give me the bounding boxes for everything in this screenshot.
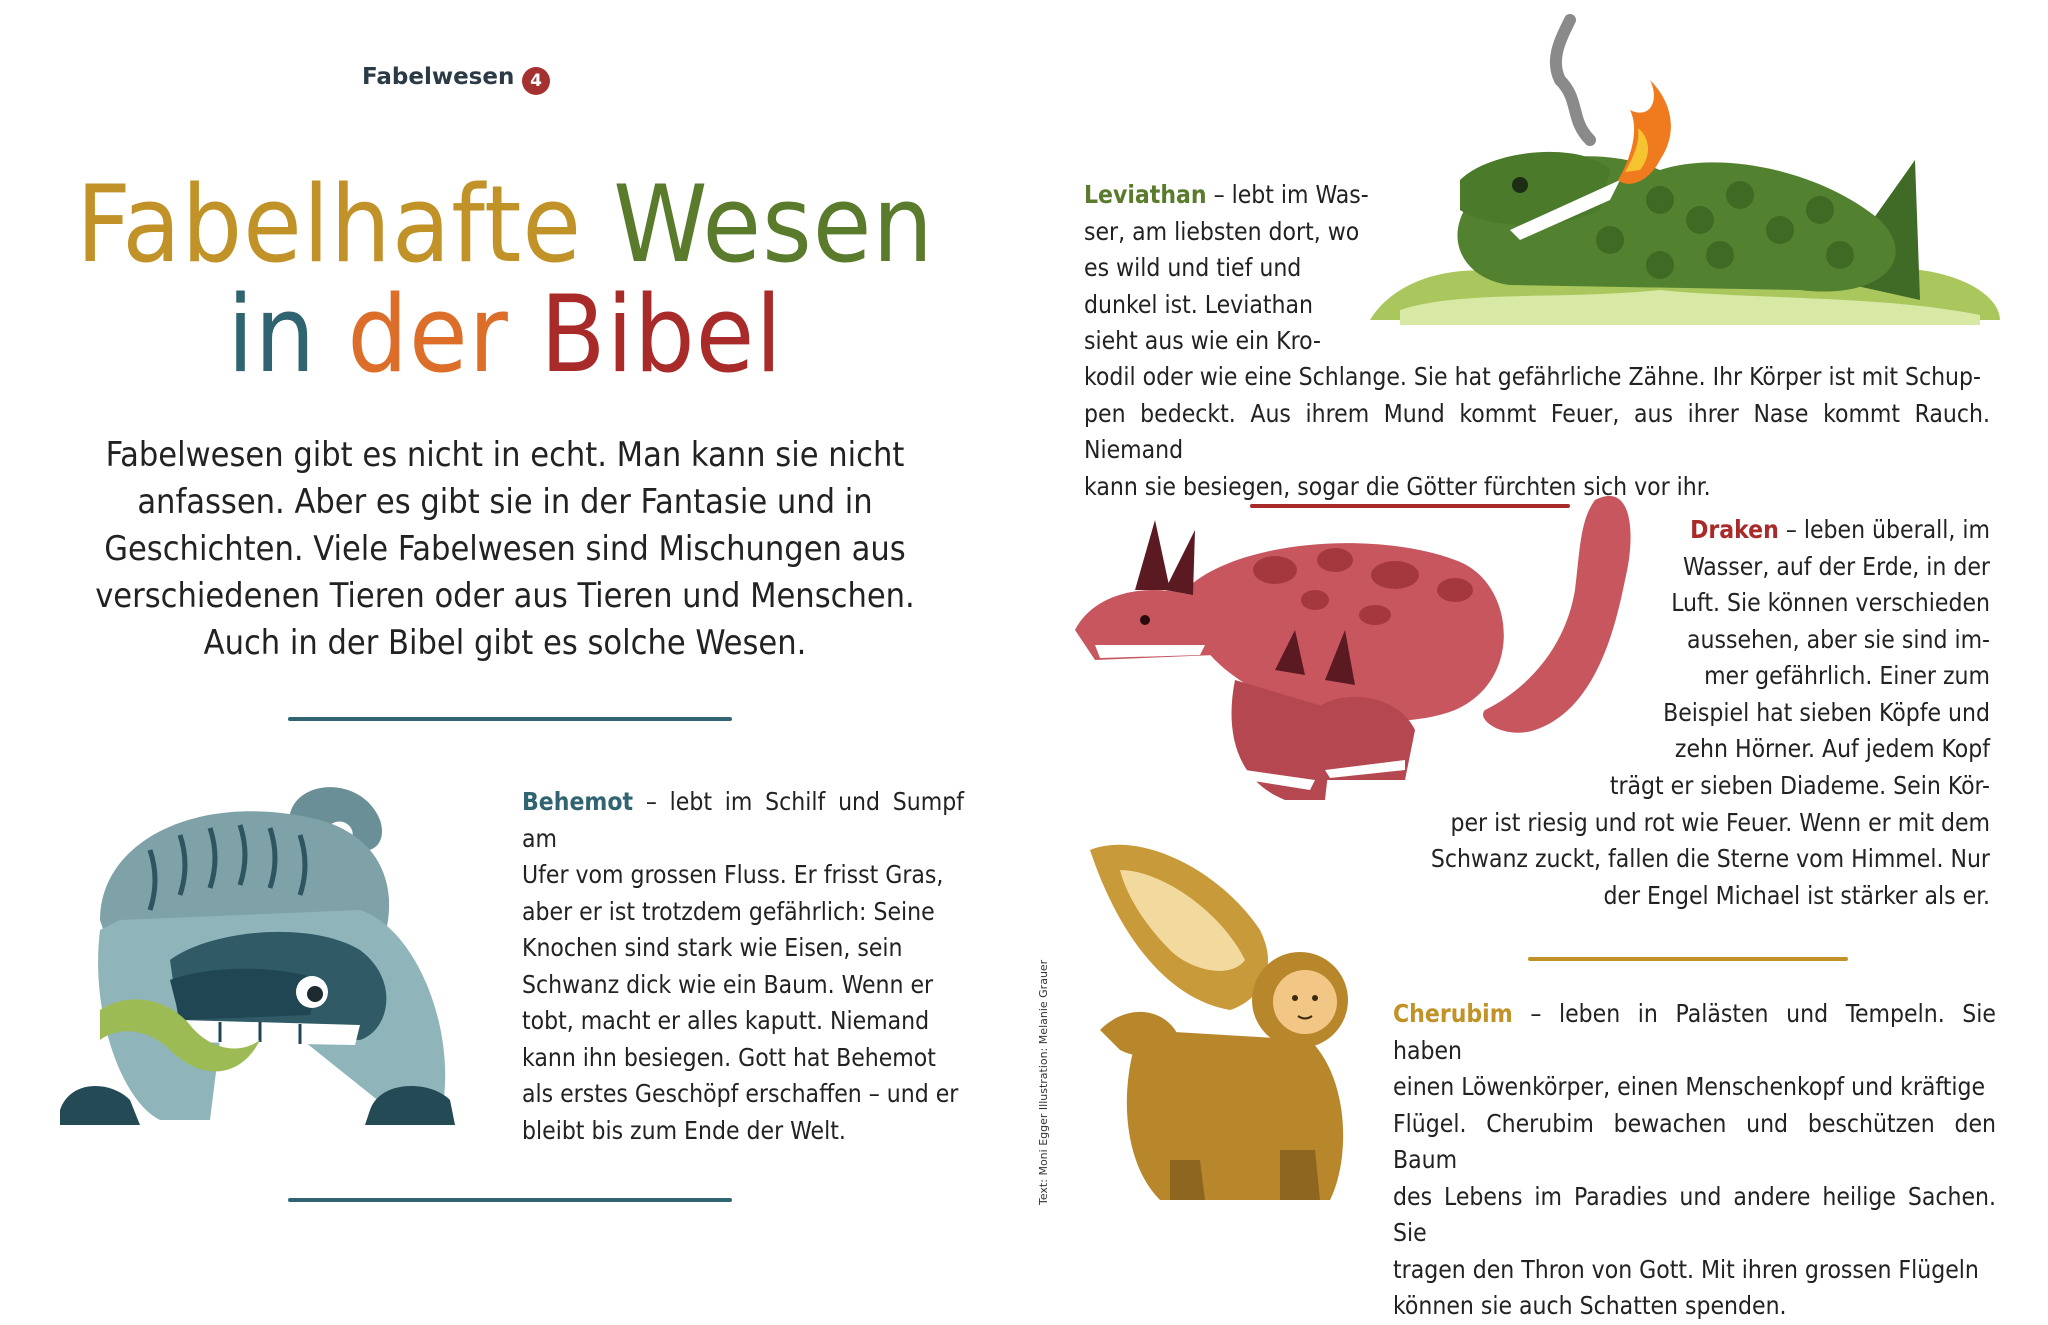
text-line: kann ihn besiegen. Gott hat Behemot [522,1042,936,1072]
text-line: trägt er sieben Diademe. Sein Kör- [1609,771,1990,800]
text-line: mer gefährlich. Einer zum [1704,661,1990,690]
behemot-illustration [60,780,510,1160]
title-word: Bibel [540,273,783,396]
intro-line: anfassen. Aber es gibt sie in der Fantasie und in [137,482,873,522]
cherubim-paragraph [1393,996,1996,1325]
text-line: sieht aus wie ein Kro- [1084,326,1321,355]
text-line: einen Löwenkörper, einen Menschenkopf und kräftige [1393,1072,1986,1101]
leviathan-illustration [1360,20,2010,340]
text-line: bleibt bis zum Ende der Welt. [522,1115,846,1145]
text-line: aber er ist trotzdem gefährlich: Seine [522,896,935,926]
creature-name-cherubim: Cherubim [1393,999,1513,1028]
text-line: es wild und tief und [1084,253,1302,282]
divider-teal-bottom [288,1198,732,1202]
intro-line: Fabelwesen gibt es nicht in echt. Man kann sie nicht [105,435,905,475]
text-line: Luft. Sie können verschieden [1671,588,1990,617]
page-title-line-2 [0,273,1010,396]
text-line: kodil oder wie eine Schlange. Sie hat gefährliche Zähne. Ihr Körper ist mit Schup- [1084,362,1981,391]
divider-teal-top [288,717,732,721]
text-line: pen bedeckt. Aus ihrem Mund kommt Feuer, aus ihrer Nase kommt Rauch. Niemand [1084,398,1990,464]
page-number-badge: 4 [522,67,550,95]
text-line: ser, am liebsten dort, wo [1084,216,1360,246]
text-line: Beispiel hat sieben Köpfe und [1663,697,1990,727]
draken-paragraph-top [1620,512,1990,768]
text-line: der Engel Michael ist stärker als er. [1603,880,1990,910]
text-line: per ist riesig und rot wie Feuer. Wenn er mit dem [1450,807,1990,837]
text-line: Ufer vom grossen Fluss. Er frisst Gras, [522,860,944,889]
text-line: kann sie besiegen, sogar die Götter fürchten sich vor ihr. [1084,471,1711,501]
intro-line: Auch in der Bibel gibt es solche Wesen. [203,623,807,663]
text-line: des Lebens im Paradies und andere heilige Sachen. Sie [1393,1181,1996,1247]
text-line: Knochen sind stark wie Eisen, sein [522,933,903,962]
intro-paragraph [90,432,920,667]
text-line: – leben in Palästen und Tempeln. Sie haben [1393,999,1996,1065]
title-word: in [227,273,317,396]
cherubim-illustration [1080,830,1360,1210]
text-line: tragen den Thron von Gott. Mit ihren grossen Flügeln [1393,1254,1979,1284]
image-credits: Text: Moni Egger Illustration: Melanie Grauer [1037,959,1050,1205]
page-title-line-1 [0,163,1010,286]
section-label: Fabelwesen [362,64,515,90]
title-word: Fabelhafte [76,163,583,286]
text-line: dunkel ist. Leviathan [1084,289,1313,319]
text-line: – leben überall, im [1785,515,1990,544]
title-word: der [347,273,509,396]
text-line: zehn Hörner. Auf jedem Kopf [1674,734,1990,763]
text-line: – lebt im Was- [1213,180,1369,209]
text-line: Wasser, auf der Erde, in der [1683,551,1990,581]
intro-line: verschiedenen Tieren oder aus Tieren und Menschen. [95,576,915,616]
divider-gold [1528,957,1848,961]
title-word: Wesen [613,163,934,286]
text-line: als erstes Geschöpf erschaffen – und er [522,1079,959,1108]
creature-name-leviathan: Leviathan [1084,180,1207,209]
text-line: Schwanz zuckt, fallen die Sterne vom Himmel. Nur [1430,844,1990,873]
creature-name-behemot: Behemot [522,787,634,816]
draken-paragraph-bottom [1390,768,1990,914]
text-line: Schwanz dick wie ein Baum. Wenn er [522,969,934,999]
text-line: können sie auch Schatten spenden. [1393,1291,1787,1320]
intro-line: Geschichten. Viele Fabelwesen sind Mischungen aus [104,529,906,569]
leviathan-paragraph-top [1084,177,1380,360]
text-line: – lebt im Schilf und Sumpf am [522,787,964,853]
text-line: Flügel. Cherubim bewachen und beschützen den Baum [1393,1108,1996,1174]
text-line: aussehen, aber sie sind im- [1687,624,1990,654]
text-line: tobt, macht er alles kaputt. Niemand [522,1006,930,1035]
creature-name-draken: Draken [1690,515,1779,544]
behemot-paragraph [522,784,964,1149]
